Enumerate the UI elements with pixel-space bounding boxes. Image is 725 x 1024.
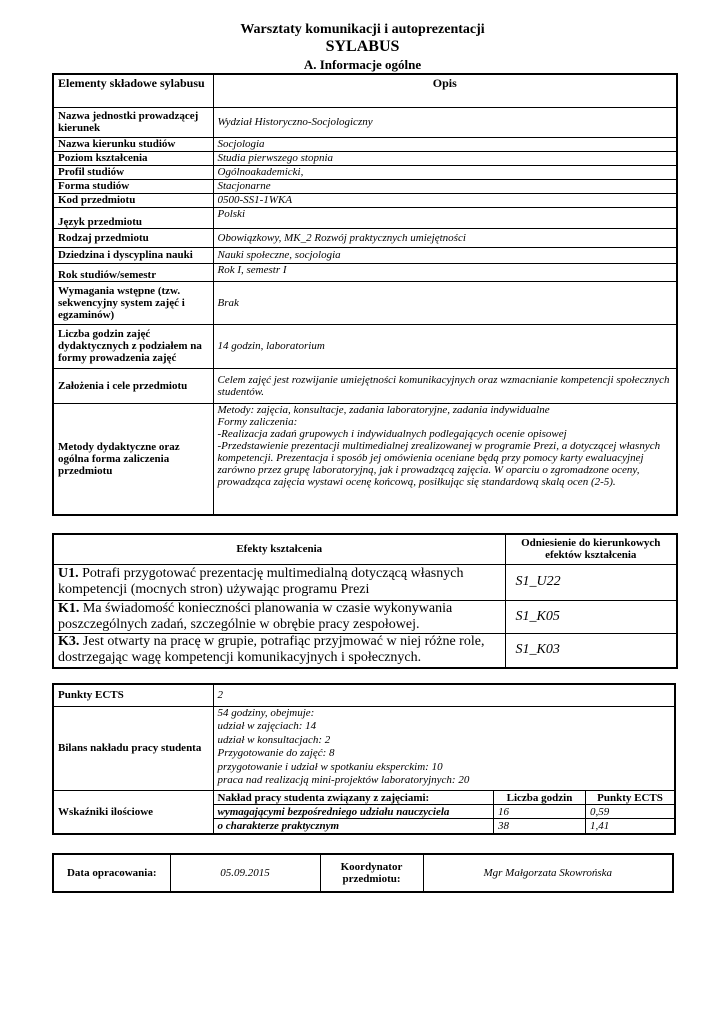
row-value: Socjologia — [213, 137, 677, 151]
outcome-reference: S1_U22 — [505, 564, 677, 600]
indicators-header-ects: Punkty ECTS — [586, 791, 675, 805]
indicator-hours: 38 — [494, 819, 586, 833]
indicators-header-workload: Nakład pracy studenta związany z zajęciami: — [214, 791, 494, 805]
outcome-reference: S1_K05 — [505, 600, 677, 633]
workload-line: udział w konsultacjach: 2 — [217, 733, 331, 746]
column-header-elements: Elementy składowe sylabusu — [53, 74, 213, 107]
row-value: Studia pierwszego stopnia — [213, 151, 677, 165]
row-label: Język przedmiotu — [53, 207, 213, 228]
coordinator-label: Koordynator przedmiotu: — [320, 854, 423, 892]
date-value: 05.09.2015 — [170, 854, 320, 892]
outcome-row — [53, 600, 505, 633]
indicator-hours: 16 — [494, 805, 586, 819]
row-value: Rok I, semestr I — [213, 263, 677, 281]
workload-line: udział w zajęciach: 14 — [217, 720, 317, 732]
reference-header: Odniesienie do kierunkowych efektów kształcenia — [505, 534, 677, 564]
indicators-header-hours: Liczba godzin — [494, 791, 586, 805]
row-value: 14 godzin, laboratorium — [213, 324, 677, 368]
row-label: Wymagania wstępne (tzw. sekwencyjny system zajęć i egzaminów) — [53, 281, 213, 324]
indicator-ects: 0,59 — [586, 805, 675, 819]
outcome-reference: S1_K03 — [505, 633, 677, 668]
indicator-ects: 1,41 — [586, 819, 675, 833]
ects-value: 2 — [213, 684, 675, 706]
section-a-heading: A. Informacje ogólne — [303, 57, 422, 72]
workload-line: 54 godziny, obejmuje: — [217, 706, 315, 719]
learning-outcomes-table — [52, 533, 678, 669]
row-value: Brak — [213, 281, 677, 324]
row-value: Obowiązkowy, MK_2 Rozwój praktycznych umiejętności — [213, 228, 677, 247]
row-label: Nazwa kierunku studiów — [53, 137, 213, 151]
row-value: 0500-SS1-1WKA — [213, 193, 677, 207]
row-label: Kod przedmiotu — [53, 193, 213, 207]
syllabus-heading: SYLABUS — [325, 38, 400, 55]
row-label: Liczba godzin zajęć dydaktycznych z podziałem na formy prowadzenia zajęć — [53, 324, 213, 368]
row-value: Nauki społeczne, socjologia — [213, 247, 677, 263]
outcome-text: Jest otwarty na pracę w grupie, potrafiąc przyjmować w niej różne role, dostrzegając wagę kompetencji komunikacyjnych i społecznych. — [58, 634, 485, 666]
course-title: Warsztaty komunikacji i autoprezentacji — [240, 22, 485, 37]
row-value: Wydział Historyczno-Socjologiczny — [213, 107, 677, 137]
workload-label: Bilans nakładu pracy studenta — [53, 706, 213, 790]
ects-table — [52, 683, 676, 835]
workload-breakdown — [213, 706, 675, 790]
workload-line: praca nad realizacją mini-projektów laboratoryjnych: 20 — [217, 774, 470, 786]
general-info-table — [52, 73, 678, 516]
outcome-text: Ma świadomość konieczności planowania w czasie wykonywania poszczególnych zadań, szczególnie w obrębie pracy zespołowej. — [58, 600, 453, 632]
row-label: Nazwa jednostki prowadzącej kierunek — [53, 107, 213, 137]
coordinator-value: Mgr Małgorzata Skowrońska — [423, 854, 673, 892]
outcome-code: K1. — [58, 600, 80, 616]
ects-label: Punkty ECTS — [53, 684, 213, 706]
workload-line: Przygotowanie do zajęć: 8 — [217, 747, 335, 759]
row-label: Forma studiów — [53, 179, 213, 193]
outcomes-header: Efekty kształcenia — [53, 534, 505, 564]
row-value: Celem zajęć jest rozwijanie umiejętności komunikacyjnych oraz wzmacnianie kompetencji społecznych studentów. — [213, 368, 677, 403]
row-label: Dziedzina i dyscyplina nauki — [53, 247, 213, 263]
outcome-row — [53, 633, 505, 668]
row-value: Ogólnoakademicki, — [213, 165, 677, 179]
outcome-row — [53, 564, 505, 600]
row-label: Rodzaj przedmiotu — [53, 228, 213, 247]
row-label: Metody dydaktyczne oraz ogólna forma zaliczenia przedmiotu — [53, 403, 213, 515]
row-label: Profil studiów — [53, 165, 213, 179]
indicator-row-label: o charakterze praktycznym — [214, 819, 494, 833]
date-label: Data opracowania: — [53, 854, 170, 892]
row-label: Założenia i cele przedmiotu — [53, 368, 213, 403]
row-value: Polski — [213, 207, 677, 228]
column-header-description: Opis — [213, 74, 677, 107]
indicators-table — [214, 791, 675, 833]
workload-line: przygotowanie i udział w spotkaniu eksperckim: 10 — [217, 760, 443, 773]
row-value: Stacjonarne — [213, 179, 677, 193]
footer-table — [52, 853, 674, 893]
row-label: Poziom kształcenia — [53, 151, 213, 165]
indicators-label: Wskaźniki ilościowe — [53, 790, 213, 834]
outcome-text: Potrafi przygotować prezentację multimedialną dotyczącą własnych kompetencji (mocnych stron) używając programu Prezi — [58, 566, 464, 597]
row-value: Metody: zajęcia, konsultacje, zadania laboratoryjne, zadania indywidualne Formy zaliczenia: -Realizacja zadań grupowych i indywidualnych podlegających ocenie opisowej -Przedstawienie prezentacji multimedialnej zrealizowanej w programie Prezi, a dotyczącej własnych kompetencji. Prezentacja i sposób jej omówienia oceniane będą przy pomocy karty ewaluacyjnej zarówno przez grupę laboratoryjną, jak i prowadzącą zajęcia. W oparciu o zgromadzone oceny, prowadząca zajęcia wystawi ocenę końcową, posiłkując się standardową skalą ocen (2-5). — [213, 403, 677, 515]
indicator-row-label: wymagającymi bezpośredniego udziału nauczyciela — [214, 805, 494, 819]
row-label: Rok studiów/semestr — [53, 263, 213, 281]
outcome-code: K3. — [58, 634, 80, 650]
indicators-cell — [213, 790, 675, 834]
outcome-code: U1. — [58, 566, 79, 581]
